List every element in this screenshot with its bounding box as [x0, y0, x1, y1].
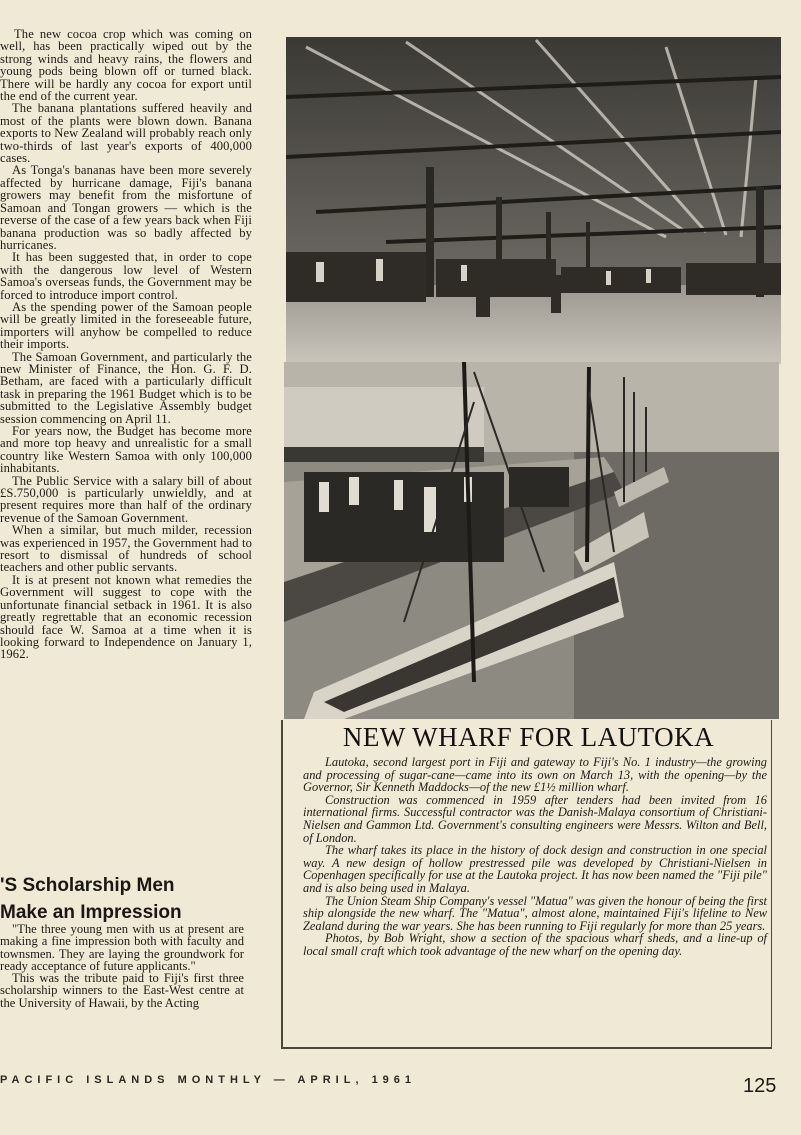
scholarship-headline	[0, 872, 252, 926]
magazine-footer: PACIFIC ISLANDS MONTHLY — APRIL, 1961	[0, 1074, 417, 1086]
paragraph: The Samoan Government, and particularly the new Minister of Finance, the Hon. G. F. D. Betham, are faced with a particularly difficult task in preparing the 1961 Budget which is to be submitted to the Legislative Assembly budget session commencing on April 11.	[0, 349, 252, 426]
paragraph: It has been suggested that, in order to cope with the dangerous low level of Western Samoa's overseas funds, the Government may be forced to introduce import control.	[0, 250, 252, 302]
wharf-boats-illustration	[284, 362, 779, 719]
paragraph: This was the tribute paid to Fiji's first three scholarship winners to the East-West centre at the University of Hawaii, by the Acting	[0, 971, 244, 1010]
paragraph: For years now, the Budget has become more and more top heavy and unrealistic for a small country like Western Samoa with only 100,000 inhabitants.	[0, 424, 252, 476]
paragraph: The wharf takes its place in the history of dock design and construction in one special way. A new design of hollow prestressed pile was developed by Christiani-Nielsen in Copenhagen specifically for use at the Lautoka project. It has now been named the "Fiji pile" and is also being used in Malaya.	[303, 843, 767, 895]
paragraph: Construction was commenced in 1959 after tenders had been invited from 16 international firms. Successful contractor was the Danish-Malaya consortium of Christiani-Nielsen and Gammon Ltd. Government's consulting engineers were Messrs. Wilton and Bell, of London.	[303, 792, 767, 845]
paragraph: The Union Steam Ship Company's vessel "Matua" was given the honour of being the first ship alongside the new wharf. The "Matua", almost alone, maintained Fiji's lifeline to New Zealand during the war years. She has been running to Fiji regularly for more than 25 years.	[303, 893, 767, 933]
paragraph: As the spending power of the Samoan people will be greatly limited in the foreseeable future, importers will anyhow be compelled to reduce their imports.	[0, 299, 252, 352]
wharf-shed-photo	[286, 37, 781, 364]
page-number: 125	[743, 1075, 777, 1097]
article-body	[303, 756, 767, 958]
article-box	[281, 720, 772, 1049]
paragraph: The new cocoa crop which was coming on well, has been practically wiped out by the strong winds and heavy rains, the flowers and young pods being blown off or turned black. There will be hardly any cocoa for export until the end of the current year.	[0, 27, 252, 104]
paragraph: It is at present not known what remedies the Government will suggest to cope with the unfortunate financial setback in 1961. It is also greatly regrettable that an economic recession should face W. Samoa at a time when it is looking forward to Independence on January 1, 1962.	[0, 572, 252, 662]
headline-line: Make an Impression	[0, 902, 182, 923]
headline-line: 'S Scholarship Men	[0, 875, 175, 896]
wharf-shed-illustration	[286, 37, 781, 364]
scholarship-text	[0, 923, 244, 1009]
wharf-boats-photo	[284, 362, 779, 719]
paragraph: Lautoka, second largest port in Fiji and gateway to Fiji's No. 1 industry—the growing and processing of sugar-cane—came into its own on March 13, with the opening—by the Governor, Sir Kenneth Maddocks—of the new £1½ million wharf.	[303, 755, 767, 795]
paragraph: When a similar, but much milder, recession was experienced in 1957, the Government had to resort to dismissal of hundreds of school teachers and other public servants.	[0, 523, 252, 575]
paragraph: The Public Service with a salary bill of about £S.750,000 is particularly unwieldly, and at present requires more than half of the ordinary revenue of the Samoan Government.	[0, 473, 252, 525]
paragraph: "The three young men with us at present are making a fine impression both with faculty and townsmen. They are laying the groundwork for ready acceptance of future applicants."	[0, 922, 244, 973]
left-column-text	[0, 28, 252, 661]
article-title: NEW WHARF FOR LAUTOKA	[342, 722, 715, 752]
paragraph: The banana plantations suffered heavily and most of the plants were blown down. Banana exports to New Zealand will probably reach only two-thirds of last year's exports of 400,000 cases.	[0, 101, 252, 166]
paragraph: Photos, by Bob Wright, show a section of the spacious wharf sheds, and a line-up of local small craft which took advantage of the new wharf on the opening day.	[303, 931, 767, 958]
paragraph: As Tonga's bananas have been more severely affected by hurricane damage, Fiji's banana growers may benefit from the misfortune of Samoan and Tongan growers — which is the reverse of the case of a few years back when Fiji banana production was so badly affected by hurricanes.	[0, 163, 252, 252]
